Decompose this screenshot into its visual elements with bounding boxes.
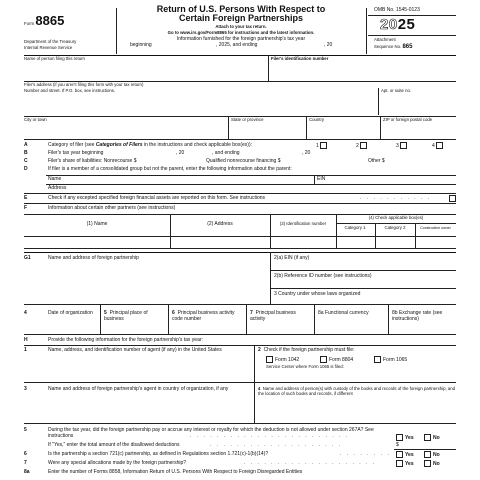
form-number-block xyxy=(24,14,64,29)
line-b-letter: B xyxy=(24,150,28,156)
line-8aq-text: Enter the number of Forms 8858, Information Return of U.S. Persons With Respect to Foreign Disregarded Entities xyxy=(48,469,303,475)
q7-yes-checkbox[interactable]: Yes xyxy=(396,460,414,468)
line-e-text: Check if any excepted specified foreign financial assets are reported on this form. See instructions xyxy=(48,195,266,201)
q6-yes-checkbox[interactable]: Yes xyxy=(396,451,414,459)
q5-yes-checkbox[interactable]: Yes xyxy=(396,434,414,442)
line-6q-number: 6 xyxy=(24,451,27,457)
filer-address-label: Filer's address (if you aren't filing this form with your tax return) xyxy=(24,82,144,87)
line-8aq-number: 8a xyxy=(24,469,30,475)
apt-label: Apt. or suite no. xyxy=(381,88,412,93)
ending-label: , 2025, and ending xyxy=(216,42,258,48)
line-5q-number: 5 xyxy=(24,427,27,433)
line-4: 4 xyxy=(24,310,27,316)
line-7q-number: 7 xyxy=(24,460,27,466)
checkbox-icon xyxy=(424,434,431,441)
line-5q-yes-text: If "Yes," enter the total amount of the disallowed deductions xyxy=(48,442,180,448)
line-h-letter: H xyxy=(24,337,28,343)
line-5: 5 Principal place of business xyxy=(104,310,148,322)
line-7q-text: Were any special allocations made by the foreign partnership? xyxy=(48,460,187,466)
filer-id-field[interactable] xyxy=(270,63,456,80)
line-h3-text: Name and address of foreign partnership's agent in country of organization, if any xyxy=(48,386,229,392)
checkbox-icon xyxy=(424,460,431,467)
line-h-text: Provide the following information for the foreign partnership's tax year: xyxy=(48,337,203,343)
service-center-label: Service Center where Form 1065 is filed: xyxy=(266,364,344,369)
street-field[interactable] xyxy=(24,95,376,107)
line-h1-number: 1 xyxy=(24,347,27,353)
filer-id-label: Filer's identification number xyxy=(271,56,329,61)
category-2-checkbox[interactable]: 2 xyxy=(356,142,369,150)
line-g2a: 2(a) EIN (if any) xyxy=(274,255,310,261)
line-5q-text: During the tax year, did the foreign partnership pay or accrue any interest or royalty for which the deduction is not allowed under section 267A? See instructions xyxy=(48,427,374,439)
form-1042-checkbox[interactable]: Form 1042 xyxy=(266,356,299,364)
checkbox-icon xyxy=(396,434,403,441)
line-b-text: Filer's tax year beginning xyxy=(48,150,104,156)
line-d-text: If filer is a member of a consolidated group but not the parent, enter the following information about the parent: xyxy=(48,166,292,172)
q6-no-checkbox[interactable]: No xyxy=(424,451,440,459)
tax-year-info: Information furnished for the foreign partnership's tax year xyxy=(176,36,306,42)
line-e-checkbox[interactable] xyxy=(449,195,458,203)
line-8a: 8a Functional currency xyxy=(318,310,369,316)
checkbox-icon xyxy=(360,142,367,149)
checkbox-icon xyxy=(436,142,443,149)
checkbox-icon xyxy=(396,451,403,458)
checkbox-icon xyxy=(374,356,381,363)
beginning-label: beginning xyxy=(130,42,152,48)
category-3-checkbox[interactable]: 3 xyxy=(396,142,409,150)
checkbox-icon xyxy=(449,195,456,202)
line-e-letter: E xyxy=(24,195,28,201)
filer-name-label: Name of person filing this return xyxy=(24,56,85,61)
header-divider-right xyxy=(366,8,367,54)
line-h1-text: Name, address, and identification number of agent (if any) in the United States xyxy=(48,347,222,353)
form-8804-checkbox[interactable]: Form 8804 xyxy=(320,356,353,364)
line-g1-text: Name and address of foreign partnership xyxy=(48,255,139,261)
sequence-label: Sequence No. 865 xyxy=(374,44,413,50)
checkbox-icon xyxy=(424,451,431,458)
goto-instruction: Go to www.irs.gov/Form8865 for instructions and the latest information. xyxy=(167,30,315,35)
line-6q-text: Is the partnership a section 721(c) partnership, as defined in Regulations section 1.721(c)-1(b)(14)? xyxy=(48,451,269,457)
line-g1-number: G1 xyxy=(24,255,31,261)
line-7: 7 Principal business activity xyxy=(250,310,296,322)
line-f-text: Information about certain other partners (see instructions) xyxy=(48,205,176,211)
line-g2b: 2(b) Reference ID number (see instructions) xyxy=(274,273,372,279)
line-f-letter: F xyxy=(24,205,28,211)
line-d-letter: D xyxy=(24,166,28,172)
zip-label: ZIP or foreign postal code xyxy=(383,117,433,122)
line-6: 6 Principal business activity code number xyxy=(172,310,235,322)
category-1-checkbox[interactable]: 1 xyxy=(316,142,329,150)
line-a-text: Category of filer (see Categories of Filers in the instructions and check applicable box(es)): xyxy=(48,142,253,148)
q7-no-checkbox[interactable]: No xyxy=(424,460,440,468)
line-8b: 8b Exchange rate (see instructions) xyxy=(392,310,443,322)
header-divider-left xyxy=(116,8,117,54)
form-number: 8865 xyxy=(35,13,65,28)
checkbox-icon xyxy=(320,356,327,363)
line-h2: 2 Check if the foreign partnership must file: xyxy=(258,347,355,353)
checkbox-icon xyxy=(396,460,403,467)
line-h3-number: 3 xyxy=(24,386,27,392)
line-c-text: Filer's share of liabilities: Nonrecourse $ xyxy=(48,158,137,164)
f-col-name: (1) Name xyxy=(86,221,108,227)
department-label: Department of the Treasury xyxy=(24,39,77,44)
form-label: Form xyxy=(24,21,35,26)
category-4-checkbox[interactable]: 4 xyxy=(432,142,445,150)
attach-instruction: Attach to your tax return. xyxy=(215,24,267,29)
checkbox-icon xyxy=(320,142,327,149)
f-col-check: (4) Check applicable box(es) xyxy=(368,215,424,220)
line-h4: 4 Name and address of person(s) with custody of the books and records of the foreign partnership, and the location of such books and records, if different xyxy=(258,386,456,396)
form-1065-checkbox[interactable]: Form 1065 xyxy=(374,356,407,364)
attachment-label: Attachment xyxy=(374,37,396,42)
q5-dollar: $ xyxy=(396,442,399,448)
ending-year-label: , 20 xyxy=(324,42,333,48)
form-title: Return of U.S. Persons With Respect to Certain Foreign Partnerships xyxy=(156,4,326,24)
city-label: City or town xyxy=(24,117,47,122)
street-label: Number and street. If P.O. box, see instructions. xyxy=(24,88,116,93)
tax-year: 2025 xyxy=(380,16,416,33)
state-label: State or province xyxy=(231,117,264,122)
filer-name-field[interactable] xyxy=(24,63,268,80)
f-col-id: (3) Identification number xyxy=(279,221,327,226)
country-label: Country xyxy=(309,117,325,122)
checkbox-icon xyxy=(266,356,273,363)
line-c-letter: C xyxy=(24,158,28,164)
line-g3: 3 Country under whose laws organized xyxy=(274,291,361,297)
f-col-address: (2) Address xyxy=(207,221,233,227)
form-8865-page: Form 8865 Department of the Treasury Internal Revenue Service Return of U.S. Persons With Respect to Certain Foreign Partnerships Attach to your tax return. Go to www.irs.gov/Form8865 for instructions and the latest information. Information furnished for the foreign partnership's tax year beginning , 2025, and ending , 20 OMB No. 1545-0123 2025 Attachment Sequence No. 865 Name of person filing this return Filer's identification number Filer's address (if you aren't filing this form with your tax return) Number and street. If P.O. box, see instructions. Apt. or suite no. City or town State or province Country ZIP or foreign postal code A Category of filer (see Categories of Filers in the instructions and check applicable box(es)): 1 2 3 4 B Filer's tax year beginning , 20 , and ending , 20 C Filer's share of liabilities: Nonrecourse $ Qualified nonrecourse financing $ Other $ D If filer is a member of a consolidated group but not the parent, enter the following information about the parent: Name EIN Address E Check if any excepted specified foreign financial assets are reported on this form. See instructions . . . . . . . . . . . F Information about certain other partners (see instructions) (1) Name (2) Address (3) Identification number (4) Check applicable box(es) Category 1 Category 2 Constructive owner G1 Name and address of foreign partnership 2(a) EIN (if any) 2(b) Reference ID number (see instructions) 3 Country under whose laws organized 4 Date of organization 5 Principal place of business 6 Principal business activity code number 7 Principal business activity 8a Functional currency 8b Exchange rate (see instructions) H Provide the following information for the foreign partnership's tax year: 1 Name, address, and identification number of agent (if any) in the United States 2 Check if the foreign partnership must file: Form 1042 Form 8804 Form 1065 Service Center where Form 1065 is filed: 3 Name and address of foreign partnership's agent in country of organization, if any 4 Name and address of person(s) with custody of the books and records of the foreign partnership, and the location of such books and records, if different 5 During the tax year, did the foreign partnership pay or accrue any interest or royalty for which the deduction is not allowed under section 267A? See instructions . . . . . . . . . . . . . . . . . . . . . . . . Yes No If "Yes," enter the total amount of the disallowed deductions . . . . . . . . . . . . . . . . . . . . $ 6 Is the partnership a section 721(c) partnership, as defined in Regulations section 1.721(c)-1(b)(14)? . . . . . . . . Yes No 7 Were any special allocations made by the foreign partnership? . . . . . . . . . . . . . . . . . . . . Yes No 8a Enter the number of Forms 8858, Information Return of U.S. Persons With Respect to Foreign Disregarded Entities xyxy=(0,0,480,480)
q5-no-checkbox[interactable]: No xyxy=(424,434,440,442)
omb-number: OMB No. 1545-0123 xyxy=(374,7,420,13)
checkbox-icon xyxy=(400,142,407,149)
line-a-letter: A xyxy=(24,142,28,148)
irs-label: Internal Revenue Service xyxy=(24,45,73,50)
